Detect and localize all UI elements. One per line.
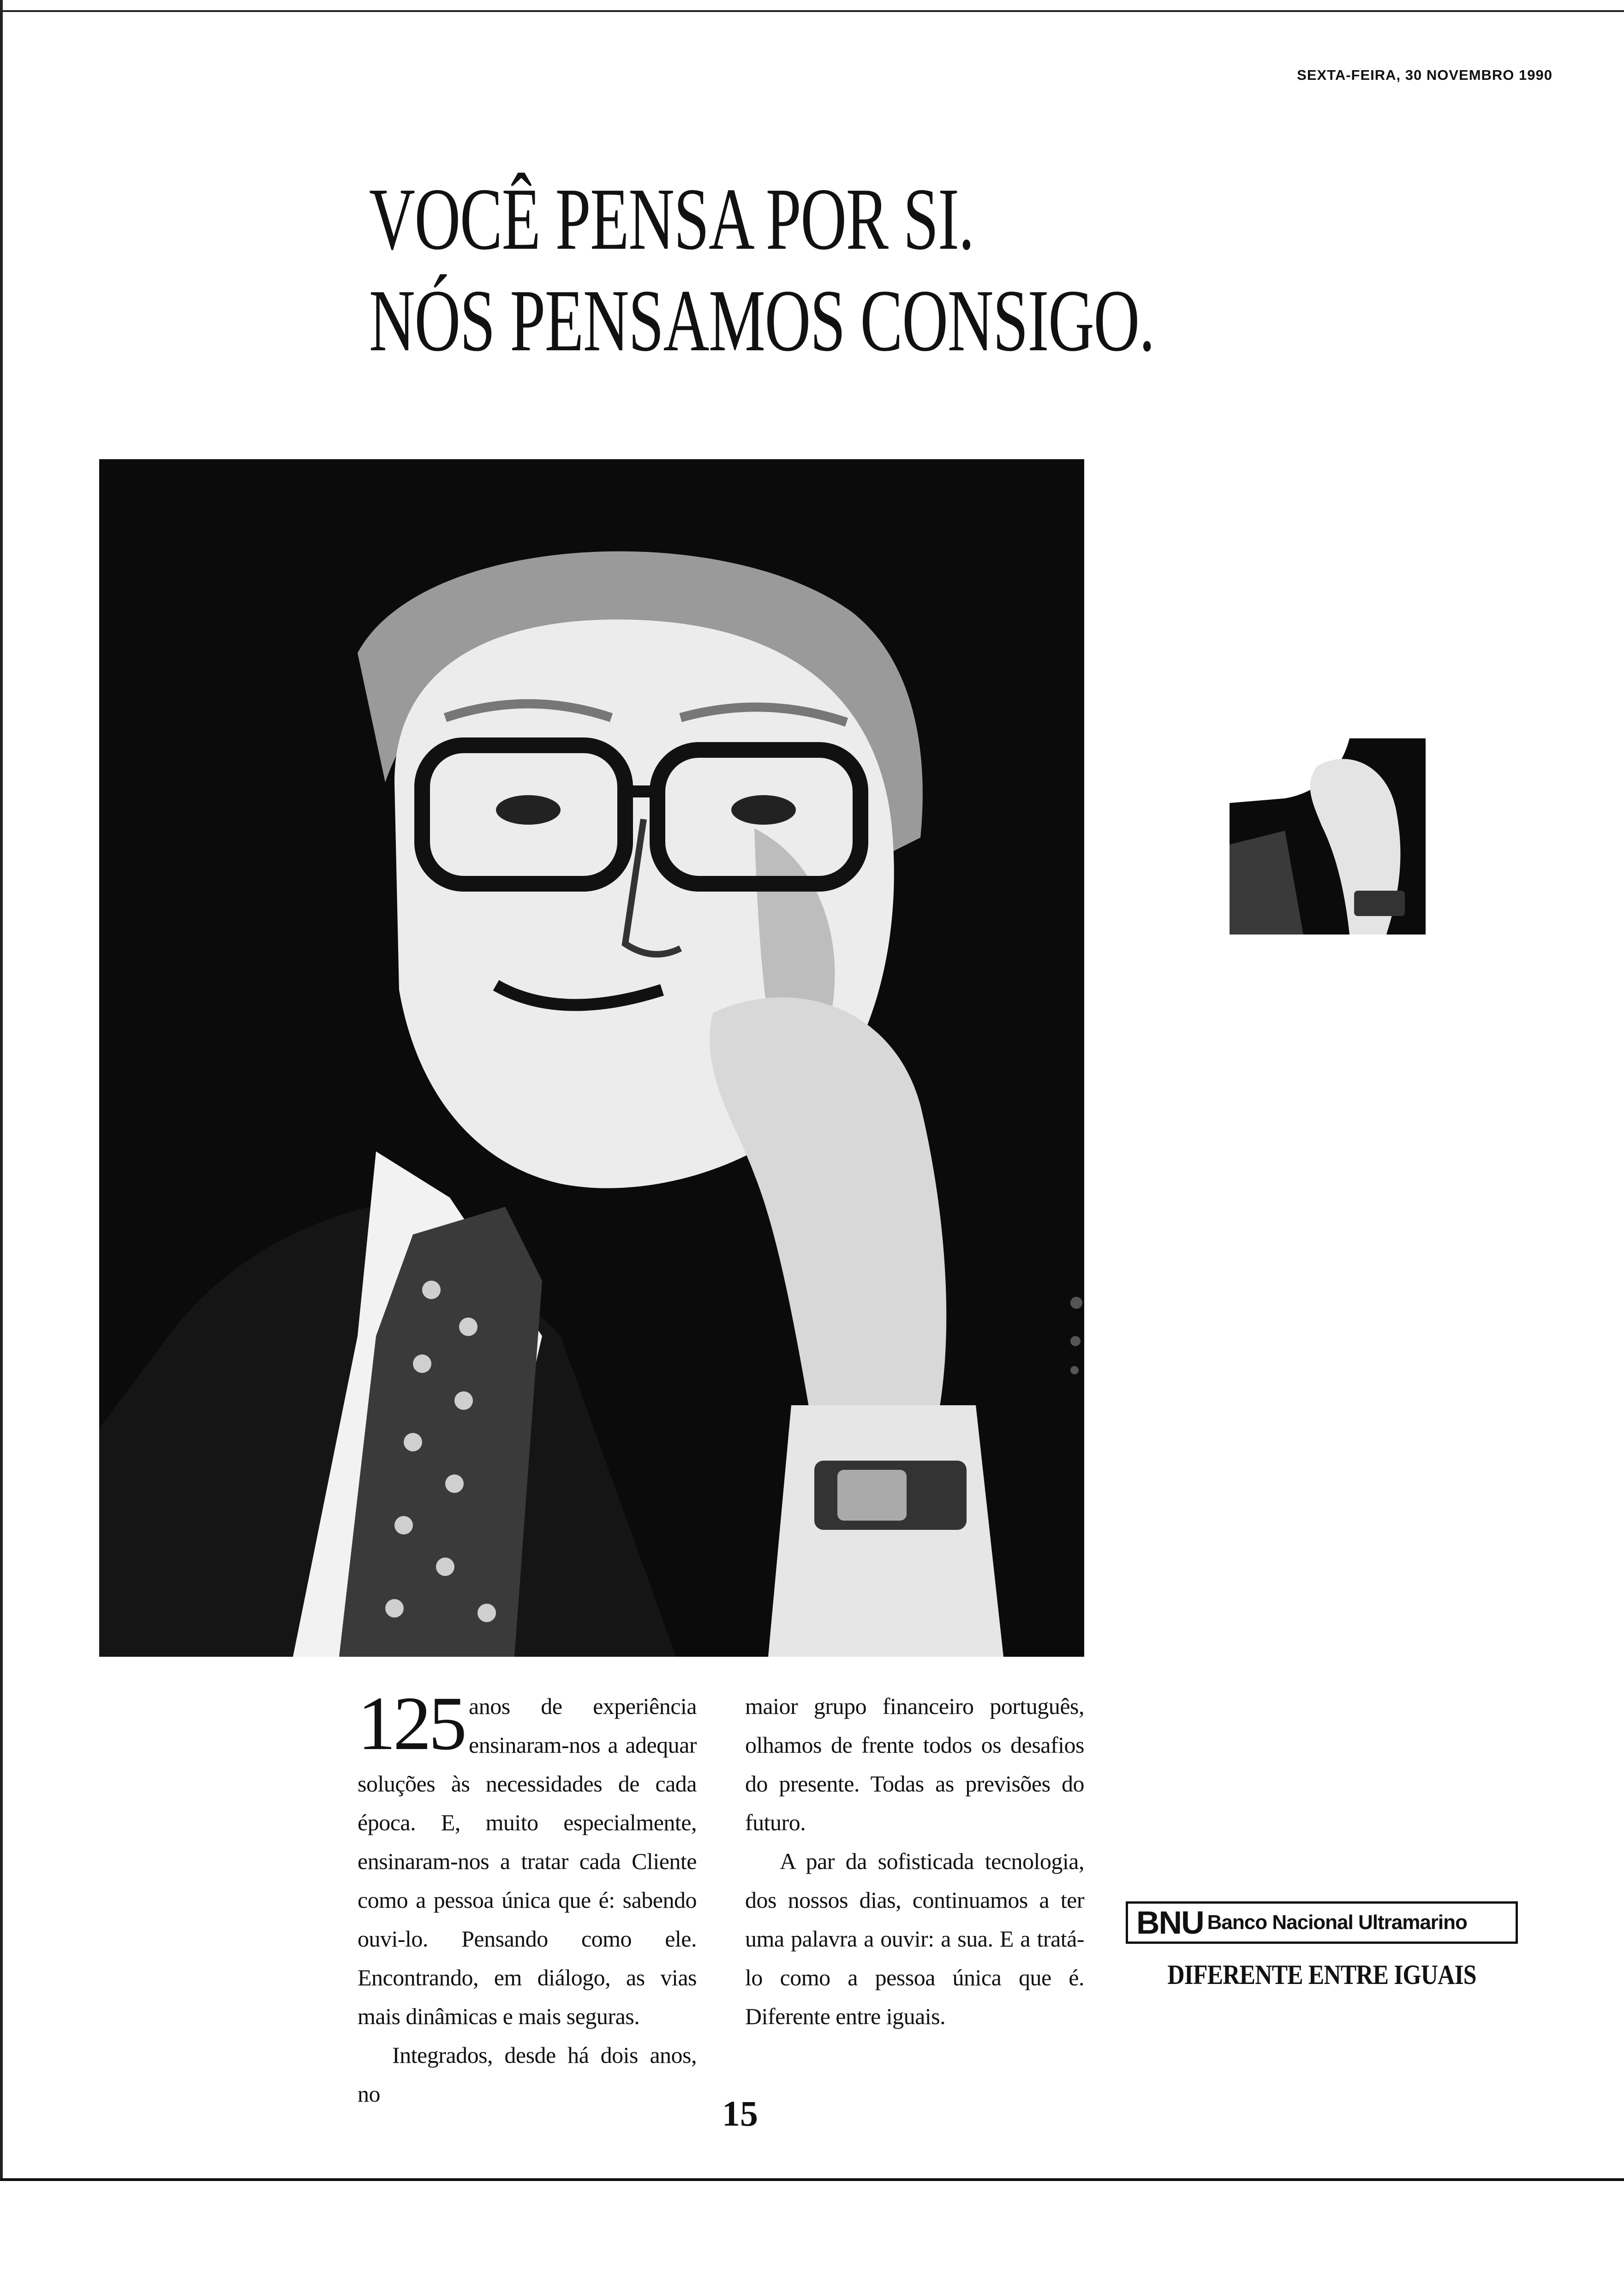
- bnu-logo: [1126, 1901, 1518, 1944]
- page-number: 15: [722, 2093, 758, 2133]
- col2-paragraph-2: A par da sofisticada tecnologia, dos nossos dias, continuamos a ter uma palavra a ouvir: a sua. E a tratá-lo como a pessoa única que é. Diferente entre iguais.: [745, 1848, 1084, 2029]
- col2-paragraph-1: maior grupo financeiro português, olhamos de frente todos os desafios do presente. Todas as previsões do futuro.: [745, 1693, 1084, 1835]
- headline-line-2: NÓS PENSAMOS CONSIGO.: [369, 271, 1154, 370]
- bnu-logo-name: Banco Nacional Ultramarino: [1207, 1911, 1467, 1934]
- portrait-photo: [99, 459, 1084, 1657]
- page-left-edge: [0, 0, 3, 2178]
- ad-headline: [369, 168, 1154, 372]
- print-speck: [1070, 1336, 1081, 1346]
- col1-paragraph-1: anos de experiência ensinaram-nos a adequar soluções às necessidades de cada época. E, muito especialmente, ensinaram-nos a tratar cada Cliente como a pessoa única que é: sabendo ouvi-lo. Pensando como ele. Encontrando, em diálogo, as vias mais dinâmicas e mais seguras.: [358, 1693, 697, 2029]
- brand-tagline: DIFERENTE ENTRE IGUAIS: [1167, 1959, 1476, 1990]
- col1-paragraph-2: Integrados, desde há dois anos, no: [358, 2042, 697, 2107]
- portrait-illustration: [99, 459, 1084, 1657]
- print-speck: [1070, 1366, 1079, 1374]
- body-column-1: [358, 1681, 697, 2113]
- dropcap-number: 125: [358, 1681, 464, 1766]
- dateline: SEXTA-FEIRA, 30 NOVEMBRO 1990: [1297, 67, 1552, 83]
- page-top-rule: [0, 0, 1624, 12]
- print-speck: [1070, 1297, 1082, 1309]
- hand-detail-illustration: [1230, 738, 1426, 935]
- bnu-logo-mark: BNU: [1136, 1905, 1204, 1941]
- hand-detail-photo: [1230, 738, 1426, 935]
- headline-line-1: VOCÊ PENSA POR SI.: [369, 170, 974, 268]
- page-bottom-rule: [0, 2178, 1624, 2181]
- body-column-2: [745, 1687, 1084, 2036]
